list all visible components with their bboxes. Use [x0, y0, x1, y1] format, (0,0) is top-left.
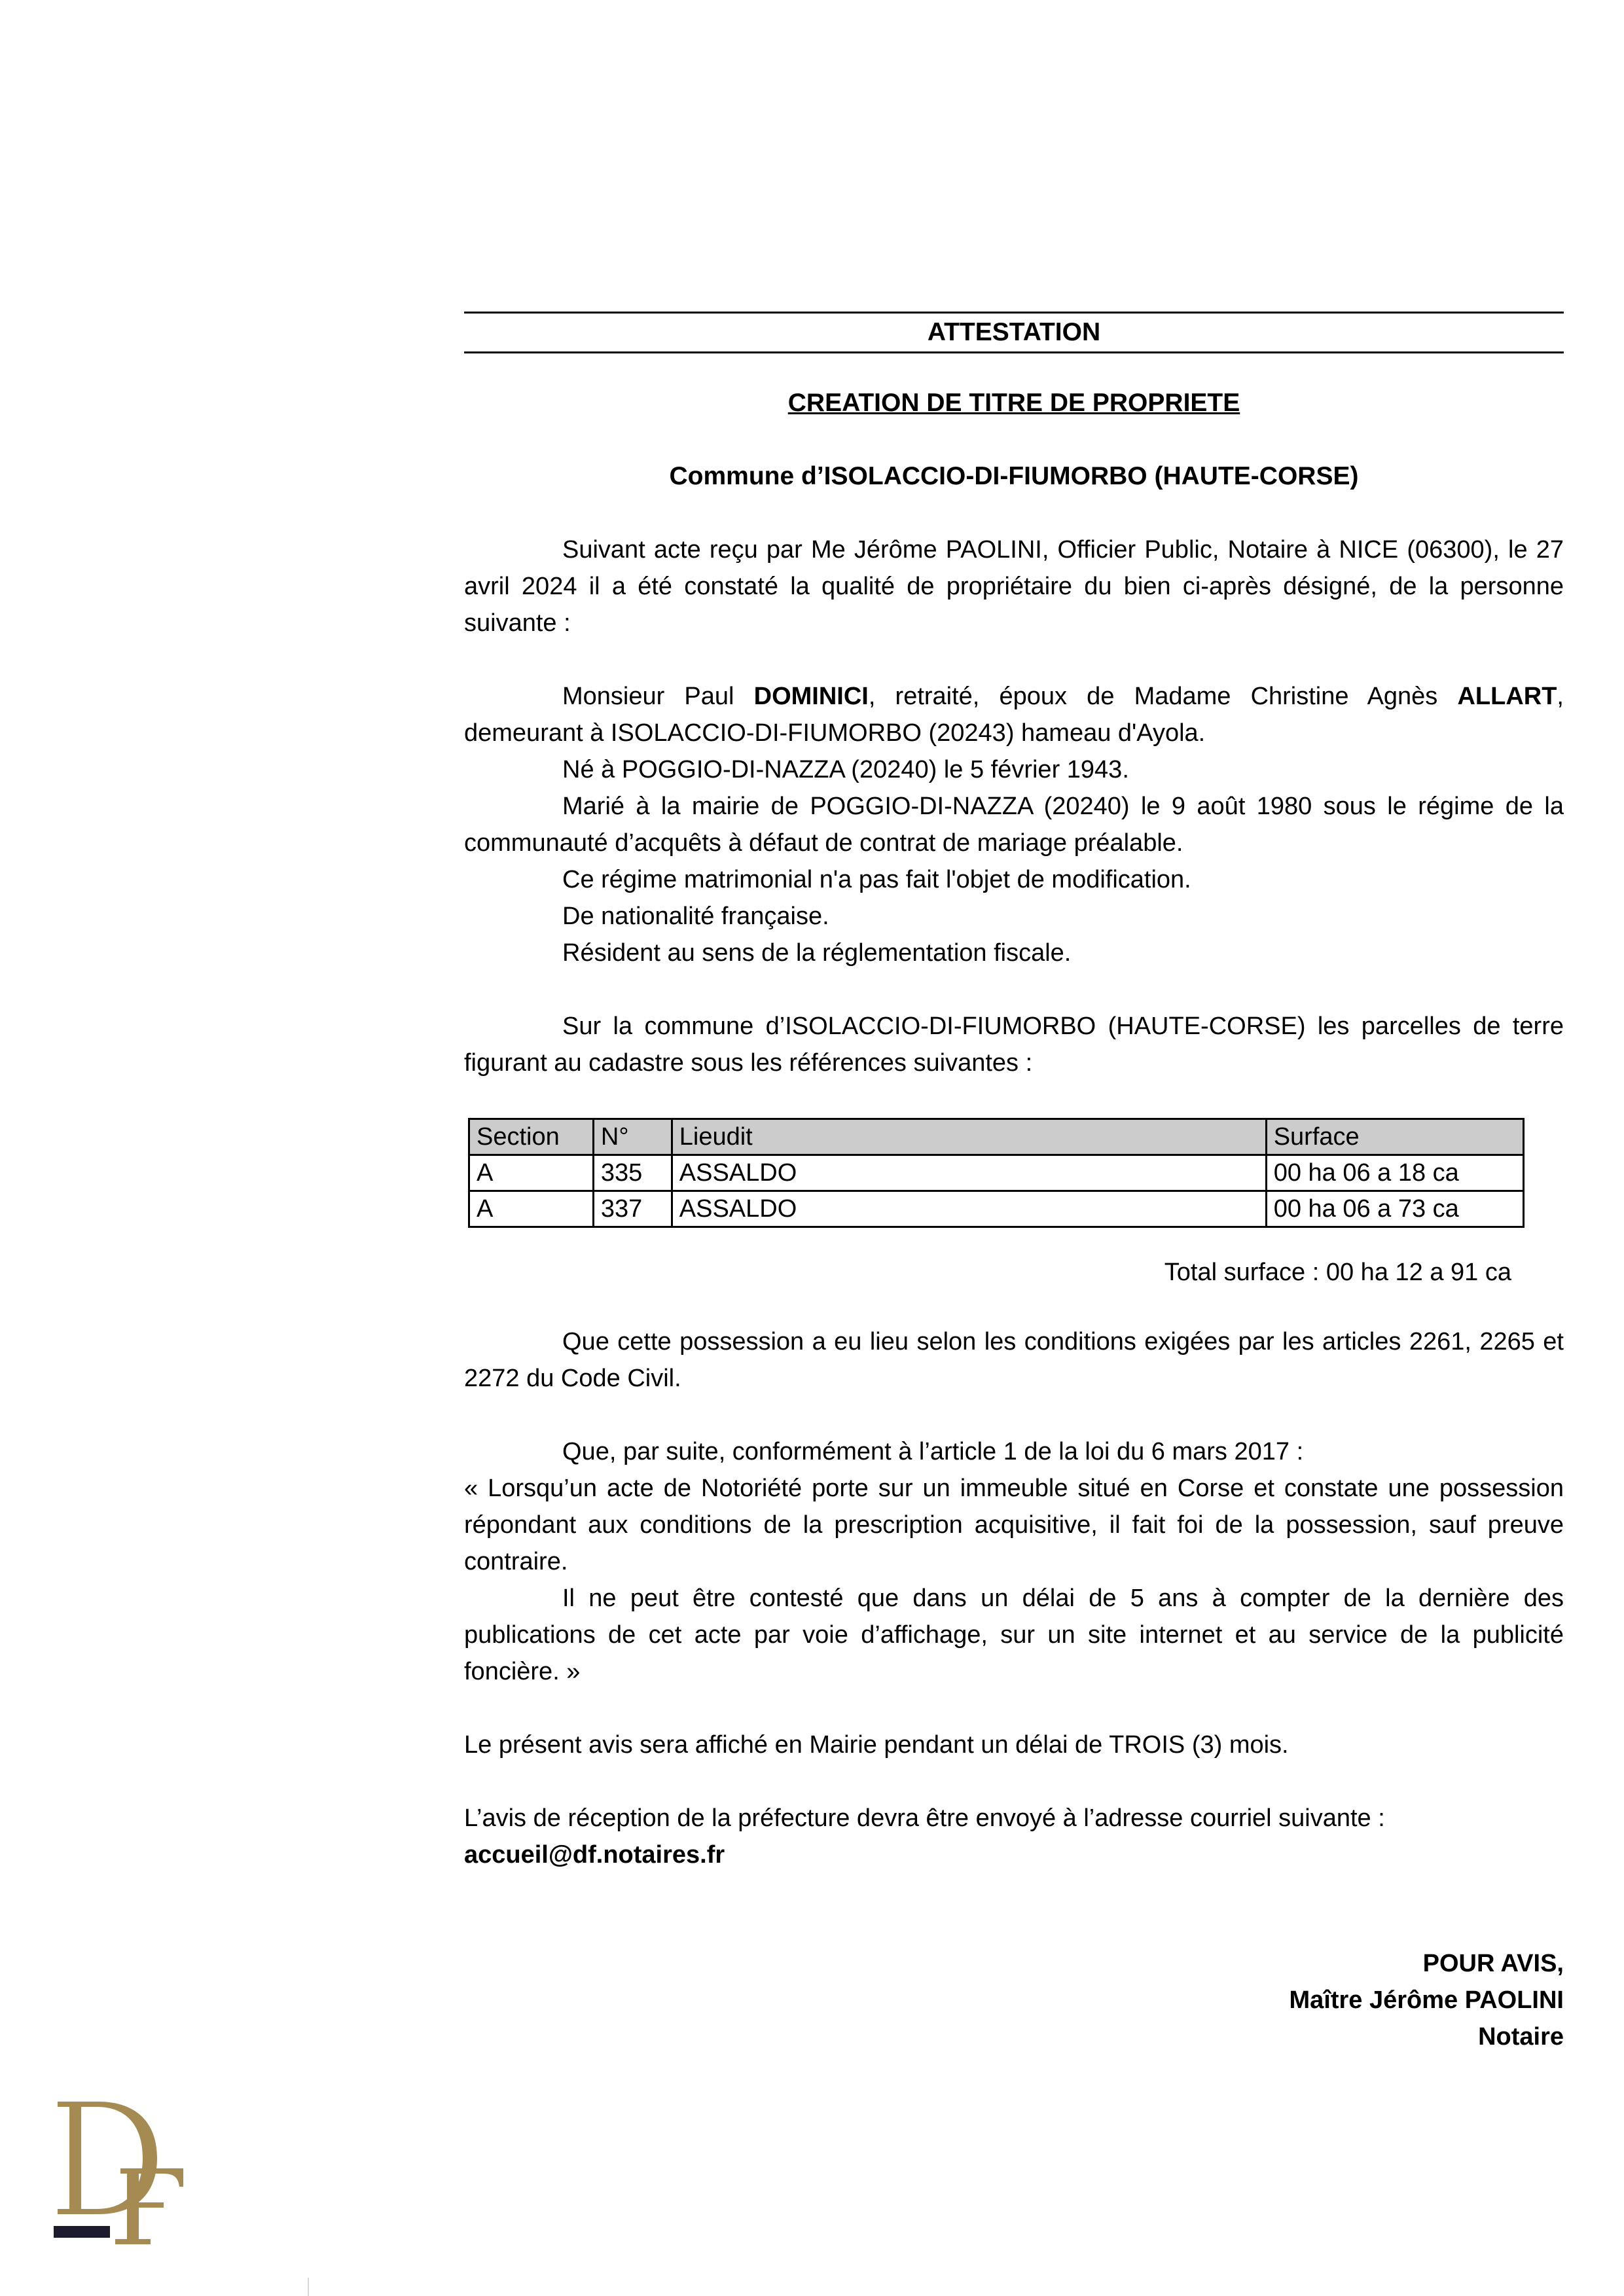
table-row: [469, 1155, 1524, 1191]
signature-block: [464, 1945, 1564, 2055]
contact-email[interactable]: accueil@df.notaires.fr: [464, 1841, 725, 1869]
df-logo: [52, 2098, 196, 2248]
cell-surface: 00 ha 06 a 73 ca: [1266, 1191, 1523, 1227]
total-surface: Total surface : 00 ha 12 a 91 ca: [1164, 1259, 1511, 1286]
parcels-intro: Sur la commune d’ISOLACCIO-DI-FIUMORBO (HAUTE-CORSE) les parcelles de terre figurant au cadastre sous les références suivantes :: [464, 1013, 1564, 1077]
person-surname: DOMINICI: [753, 683, 869, 710]
law-intro: Que, par suite, conformément à l’article 1 de la loi du 6 mars 2017 :: [562, 1438, 1304, 1465]
signature-line-2: Maître Jérôme PAOLINI: [1289, 1986, 1564, 2014]
cell-section: A: [469, 1155, 594, 1191]
document-title: ATTESTATION: [464, 312, 1564, 353]
intro-paragraph: Suivant acte reçu par Me Jérôme PAOLINI, Officier Public, Notaire à NICE (06300), le 27 avril 2024 il a été constaté la qualité de propriétaire du bien ci-après désigné, de la personne suivante :: [464, 536, 1564, 637]
marriage-line: Marié à la mairie de POGGIO-DI-NAZZA (20240) le 9 août 1980 sous le régime de la communauté d’acquêts à défaut de contrat de mariage préalable.: [464, 793, 1564, 857]
header-surface: Surface: [1266, 1119, 1523, 1155]
logo-bar: [54, 2226, 110, 2238]
law-quote-2: Il ne peut être contesté que dans un délai de 5 ans à compter de la dernière des publications de cet acte par voie d’affichage, sur un site internet et au service de la publicité foncière. »: [464, 1585, 1564, 1685]
birth-line: Né à POGGIO-DI-NAZZA (20240) le 5 février 1943.: [562, 756, 1129, 783]
table-header-row: [469, 1119, 1524, 1155]
person-paragraph: Monsieur Paul DOMINICI, retraité, époux de Madame Christine Agnès ALLART, demeurant à ISOLACCIO-DI-FIUMORBO (20243) hameau d'Ayola.: [464, 683, 1564, 747]
spouse-surname: ALLART: [1457, 683, 1557, 710]
header-section: Section: [469, 1119, 594, 1155]
header-lieudit: Lieudit: [672, 1119, 1266, 1155]
table-row: [469, 1191, 1524, 1227]
possession-paragraph: Que cette possession a eu lieu selon les conditions exigées par les articles 2261, 2265 et 2272 du Code Civil.: [464, 1328, 1564, 1392]
cell-lieudit: ASSALDO: [672, 1191, 1266, 1227]
cell-lieudit: ASSALDO: [672, 1155, 1266, 1191]
cell-section: A: [469, 1191, 594, 1227]
residence-line: Résident au sens de la réglementation fiscale.: [562, 939, 1072, 967]
law-quote-1: « Lorsqu’un acte de Notoriété porte sur un immeuble situé en Corse et constate une possession répondant aux conditions de la prescription acquisitive, il fait foi de la possession, sauf preuve contraire.: [464, 1475, 1564, 1575]
nationality-line: De nationalité française.: [562, 903, 829, 930]
commune-heading: Commune d’ISOLACCIO-DI-FIUMORBO (HAUTE-CORSE): [669, 462, 1359, 490]
header-number: N°: [593, 1119, 672, 1155]
display-notice: Le présent avis sera affiché en Mairie pendant un délai de TROIS (3) mois.: [464, 1731, 1289, 1759]
regime-line: Ce régime matrimonial n'a pas fait l'objet de modification.: [562, 866, 1191, 893]
document-subtitle: CREATION DE TITRE DE PROPRIETE: [787, 389, 1240, 417]
cell-surface: 00 ha 06 a 18 ca: [1266, 1155, 1523, 1191]
parcels-table: [468, 1118, 1525, 1228]
cell-number: 335: [593, 1155, 672, 1191]
signature-line-1: POUR AVIS,: [1422, 1950, 1564, 1977]
cell-number: 337: [593, 1191, 672, 1227]
page-edge-mark: [308, 2278, 309, 2296]
signature-line-3: Notaire: [1478, 2023, 1564, 2051]
logo-letter-d: [58, 2102, 157, 2214]
reception-notice: L’avis de réception de la préfecture devra être envoyé à l’adresse courriel suivante :: [464, 1804, 1385, 1832]
document-body: [464, 312, 1564, 2055]
